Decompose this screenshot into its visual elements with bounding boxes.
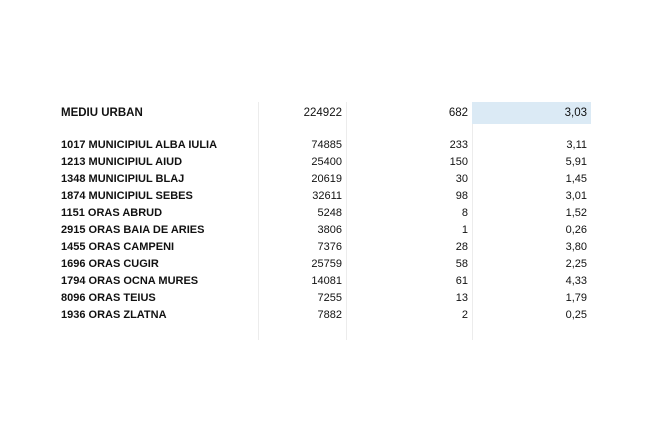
- cell-name[interactable]: 1874 MUNICIPIUL SEBES: [61, 190, 193, 202]
- cell-name[interactable]: 1936 ORAS ZLATNA: [61, 309, 167, 321]
- table-row[interactable]: [58, 154, 591, 171]
- cell-count[interactable]: 13: [455, 292, 468, 304]
- cell-name[interactable]: MEDIU URBAN: [61, 107, 143, 119]
- empty-row[interactable]: [58, 124, 591, 137]
- cell-rate[interactable]: 5,91: [565, 156, 587, 168]
- table-row[interactable]: [58, 290, 591, 307]
- table-row[interactable]: [58, 171, 591, 188]
- cell-population[interactable]: 25400: [311, 156, 342, 168]
- cell-count[interactable]: 1: [461, 224, 468, 236]
- cell-population[interactable]: 74885: [311, 139, 342, 151]
- table-row[interactable]: [58, 307, 591, 324]
- cell-name[interactable]: 1017 MUNICIPIUL ALBA IULIA: [61, 139, 218, 151]
- cell-count[interactable]: 98: [455, 190, 468, 202]
- cell-name[interactable]: 1151 ORAS ABRUD: [61, 207, 163, 219]
- cell-name[interactable]: 8096 ORAS TEIUS: [61, 292, 156, 304]
- cell-count[interactable]: 150: [449, 156, 468, 168]
- cell-count[interactable]: 682: [448, 107, 468, 119]
- cell-population[interactable]: 20619: [311, 173, 342, 185]
- cell-name[interactable]: 1794 ORAS OCNA MURES: [61, 275, 199, 287]
- table-row[interactable]: [58, 188, 591, 205]
- data-rows: [58, 137, 591, 324]
- cell-count[interactable]: 61: [455, 275, 468, 287]
- cell-population[interactable]: 7376: [317, 241, 342, 253]
- table-row[interactable]: [58, 222, 591, 239]
- cell-population[interactable]: 3806: [317, 224, 342, 236]
- cell-count[interactable]: 8: [461, 207, 468, 219]
- cell-rate[interactable]: 1,45: [565, 173, 587, 185]
- cell-rate[interactable]: 3,80: [565, 241, 587, 253]
- cell-name[interactable]: 1455 ORAS CAMPENI: [61, 241, 175, 253]
- cell-population[interactable]: 14081: [311, 275, 342, 287]
- summary-row[interactable]: [58, 102, 591, 124]
- cell-rate[interactable]: 0,25: [565, 309, 587, 321]
- cell-name[interactable]: 1348 MUNICIPIUL BLAJ: [61, 173, 185, 185]
- cell-count[interactable]: 30: [455, 173, 468, 185]
- cell-population[interactable]: 25759: [311, 258, 342, 270]
- cell-rate[interactable]: 1,79: [565, 292, 587, 304]
- cell-name[interactable]: 1213 MUNICIPIUL AIUD: [61, 156, 183, 168]
- cell-count[interactable]: 58: [455, 258, 468, 270]
- cell-population[interactable]: 224922: [303, 107, 342, 119]
- cell-count[interactable]: 2: [461, 309, 468, 321]
- cell-rate[interactable]: 3,11: [566, 139, 587, 151]
- cell-rate[interactable]: 1,52: [565, 207, 587, 219]
- cell-name[interactable]: 2915 ORAS BAIA DE ARIES: [61, 224, 205, 236]
- cell-rate[interactable]: 0,26: [565, 224, 587, 236]
- cell-rate[interactable]: 3,01: [565, 190, 587, 202]
- table-row[interactable]: [58, 256, 591, 273]
- cell-population[interactable]: 7255: [317, 292, 342, 304]
- cell-population[interactable]: 32611: [312, 190, 342, 202]
- table-row[interactable]: [58, 137, 591, 154]
- cell-name[interactable]: 1696 ORAS CUGIR: [61, 258, 159, 270]
- cell-rate[interactable]: 2,25: [565, 258, 587, 270]
- cell-population[interactable]: 7882: [317, 309, 342, 321]
- cell-count[interactable]: 28: [455, 241, 468, 253]
- cell-rate-selected[interactable]: 3,03: [472, 102, 591, 124]
- cell-rate[interactable]: 4,33: [565, 275, 587, 287]
- table-row[interactable]: [58, 205, 591, 222]
- table-row[interactable]: [58, 273, 591, 290]
- table-row[interactable]: [58, 239, 591, 256]
- spreadsheet-table: [58, 102, 591, 324]
- cell-count[interactable]: 233: [449, 139, 468, 151]
- cell-population[interactable]: 5248: [317, 207, 342, 219]
